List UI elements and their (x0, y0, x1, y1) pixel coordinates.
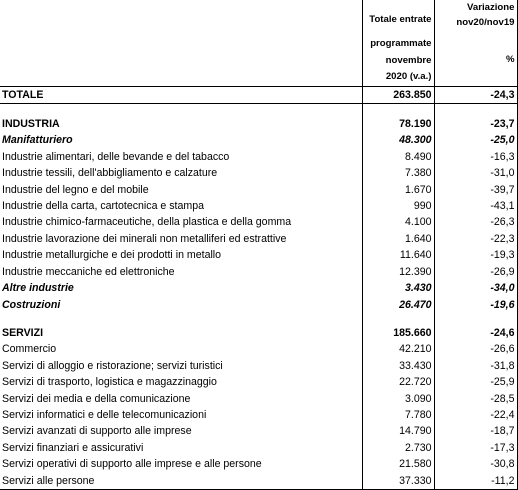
table-row: Servizi operativi di supporto alle imprese e alle persone 21.580 -30,8 (0, 456, 517, 472)
table-row: Servizi dei media e della comunicazione 3.090 -28,5 (0, 391, 517, 407)
table-row: Industrie meccaniche ed elettroniche 12.390 -26,9 (0, 264, 517, 280)
table-row: Servizi di alloggio e ristorazione; servizi turistici 33.430 -31,8 (0, 358, 517, 374)
row-manifatturiero: Manifatturiero 48.300 -25,0 (0, 132, 517, 148)
table-row: Industrie lavorazione dei minerali non metalliferi ed estrattive 1.640 -22,3 (0, 231, 517, 247)
table-row: Industrie metallurgiche e dei prodotti in metallo 11.640 -19,3 (0, 247, 517, 263)
row-industria: INDUSTRIA 78.190 -23,7 (0, 116, 517, 132)
table-row: Servizi avanzati di supporto alle imprese 14.790 -18,7 (0, 423, 517, 439)
table-row: Industrie del legno e del mobile 1.670 -39,7 (0, 182, 517, 198)
table-row: Servizi di trasporto, logistica e magazzinaggio 22.720 -25,9 (0, 374, 517, 390)
row-costruzioni: Costruzioni 26.470 -19,6 (0, 297, 517, 313)
header-label-cell (0, 0, 362, 86)
header-variazione: Variazione nov20/nov19 % (434, 0, 517, 86)
table-row: Industrie alimentari, delle bevande e del tabacco 8.490 -16,3 (0, 149, 517, 165)
table-row: Industrie della carta, cartotecnica e stampa 990 -43,1 (0, 198, 517, 214)
row-totale: TOTALE 263.850 -24,3 (0, 86, 517, 103)
table-row: Industrie tessili, dell'abbigliamento e calzature 7.380 -31,0 (0, 165, 517, 181)
header-totale-entrate: Totale entrate programmate novembre 2020 (v.a.) (362, 0, 434, 86)
row-servizi: SERVIZI 185.660 -24,6 (0, 325, 517, 341)
table-row: Servizi informatici e delle telecomunicazioni 7.780 -22,4 (0, 407, 517, 423)
header-pct-unit: % (505, 54, 515, 65)
table-row: Servizi alle persone 37.330 -11,2 (0, 473, 517, 490)
spacer-row (0, 313, 517, 325)
spacer-row (0, 104, 517, 117)
table-row: Commercio 42.210 -26,6 (0, 341, 517, 357)
table-row: Industrie chimico-farmaceutiche, della plastica e della gomma 4.100 -26,3 (0, 214, 517, 230)
row-altre-industrie: Altre industrie 3.430 -34,0 (0, 280, 517, 296)
table-header-row (0, 0, 517, 86)
table-row: Servizi finanziari e assicurativi 2.730 -17,3 (0, 440, 517, 456)
